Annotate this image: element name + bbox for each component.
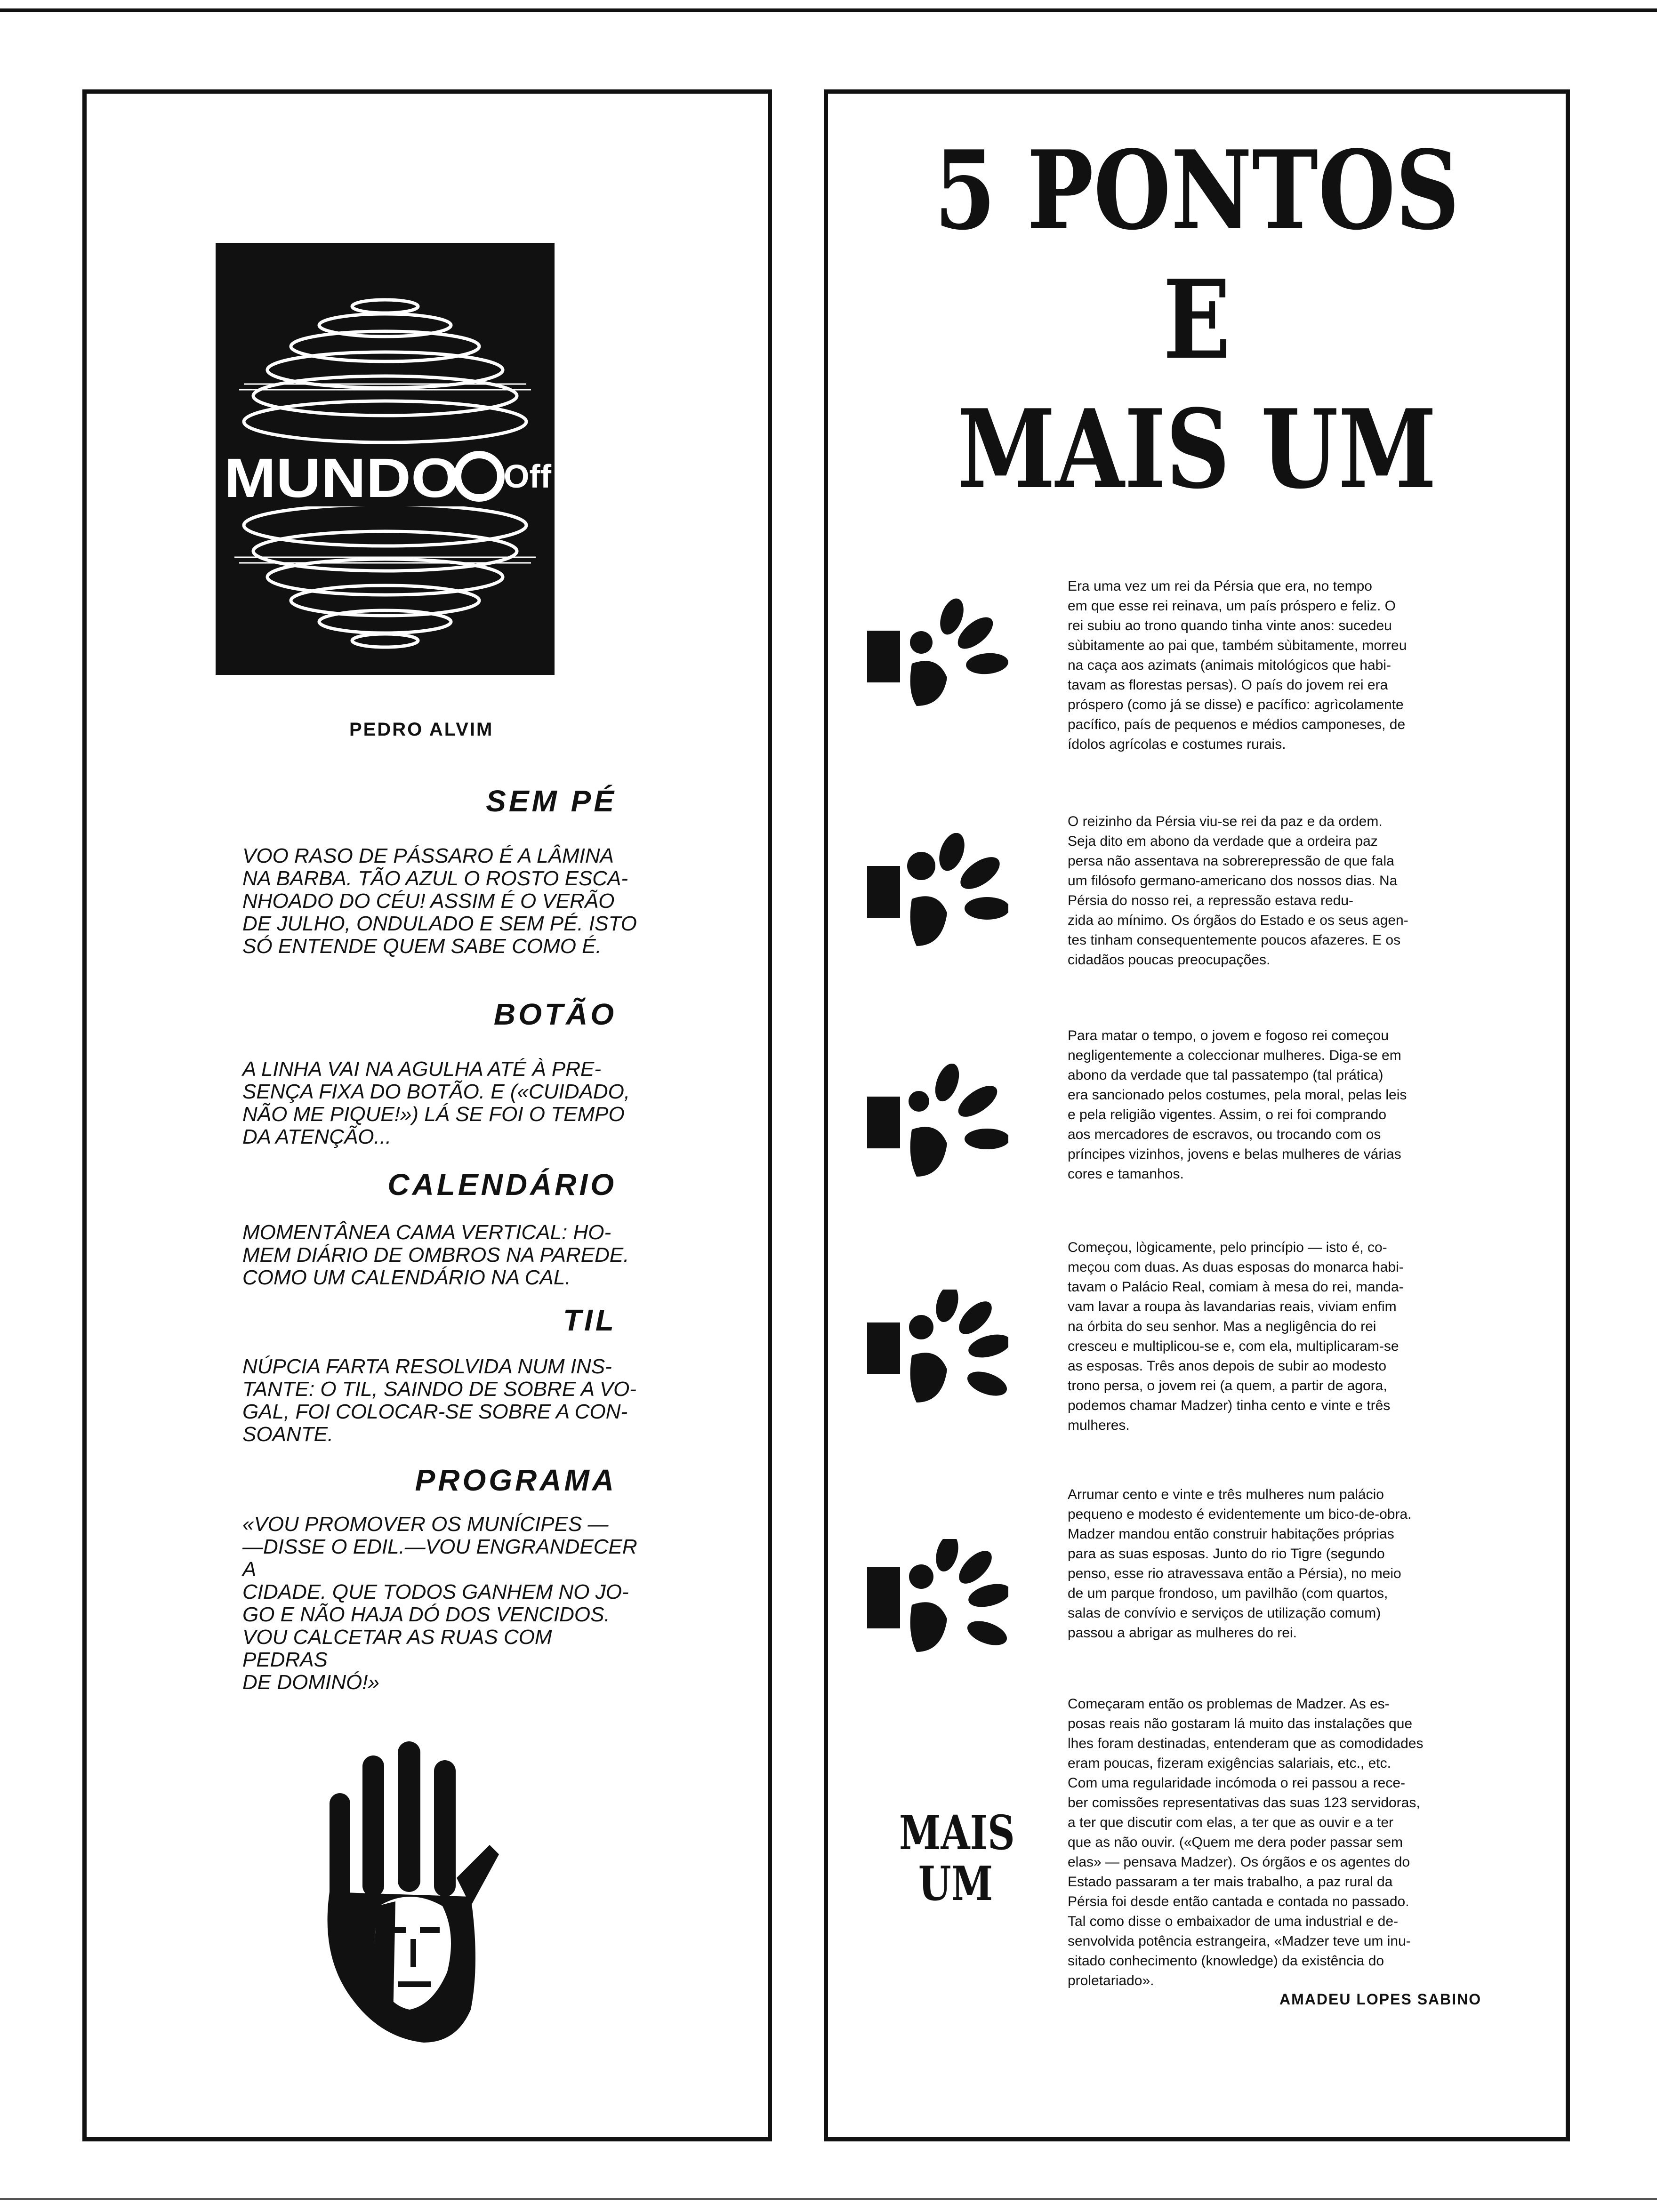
hand-face-illustration [301,1737,499,2047]
pinwheel-icon [867,1064,1008,1191]
bottom-rule [0,2198,1657,2200]
mais-um-label: MAIS UM [899,1805,1015,1911]
pinwheel-icon [867,833,1008,960]
section-heading: PROGRAMA [415,1463,617,1497]
headline-line-2: E [1163,256,1231,384]
article-paragraph-4: Começou, lògicamente, pelo princípio — isto é, co- meçou com duas. As duas esposas do monarca habi- tavam o Palácio Real, comiam à mesa do rei, manda- vam lavar a roupa às lavandarias reais, viviam enfim na órbita do seu senhor. Mas a negligência do rei cresceu e multiplicou-se e, com ela, multiplicaram-se as esposas. Três anos depois de subir ao modesto trono persa, o jovem rei (a quem, a partir de agora, podemos chamar Madzer) tinha cento e vinte e três mulheres. [1068,1240,1404,1433]
section-title-calendario [235,1167,617,1210]
section-title-sem-pe [235,784,617,826]
headline-line-3: MAIS UM [957,386,1437,513]
logo-suffix: Off [504,458,552,495]
pinwheel-icon [867,1539,1008,1666]
section-body-til: NÚPCIA FARTA RESOLVIDA NUM INS- TANTE: O TIL, SAINDO DE SOBRE A VO- GAL, FOI COLOCAR-SE SOBRE A CON- SOANTE. [242,1355,636,1446]
author-byline: AMADEU LOPES SABINO [1279,1991,1482,2008]
section-body-calendario: MOMENTÂNEA CAMA VERTICAL: HO- MEM DIÁRIO DE OMBROS NA PAREDE. COMO UM CALENDÁRIO NA CAL. [242,1221,629,1289]
mundo-off-logo [216,243,555,675]
author-byline: PEDRO ALVIM [349,719,494,740]
logo-wordmark: MUNDO [224,447,459,509]
pinwheel-icon [867,598,1008,725]
section-title-til [235,1303,617,1345]
article-paragraph-3: Para matar o tempo, o jovem e fogoso rei começou negligentemente a coleccionar mulheres. Diga-se em abono da verdade que tal passatempo (tal prática) era sancionado pelos costumes, pela moral, pelas leis e pela religião vigentes. Assim, o rei foi comprando aos mercadores de escravos, ou trocando com os príncipes vizinhos, jovens e belas mulheres de várias cores e tamanhos. [1068,1028,1407,1182]
article-paragraph-1: Era uma vez um rei da Pérsia que era, no tempo em que esse rei reinava, um país próspero e feliz. O rei subiu ao trono quando tinha vinte anos: sucedeu sùbitamente ao pai que, também sùbitamente, morreu na caça aos azimats (animais mitológicos que habi- tavam as florestas persas). O país do jovem rei era próspero (como já se disse) e pacífico: agrìcolamente pacífico, país de pequenos e médios camponeses, de ídolos agrícolas e costumes rurais. [1068,578,1407,752]
pinwheel-icon [867,1290,1008,1417]
section-title-programa [235,1463,617,1505]
section-body-programa: «VOU PROMOVER OS MUNÍCIPES — —DISSE O EDIL.—VOU ENGRANDECER A CIDADE. QUE TODOS GANHEM NO JO- GO E NÃO HAJA DÓ DOS VENCIDOS. VOU CALCETAR AS RUAS COM PEDRAS DE DOMINÓ!» [242,1513,637,1694]
section-body-sem-pe: VOO RASO DE PÁSSARO É A LÂMINA NA BARBA. TÃO AZUL O ROSTO ESCA- NHOADO DO CÉU! ASSIM É O VERÃO DE JULHO, ONDULADO E SEM PÉ. ISTO SÓ ENTENDE QUEM SABE COMO É. [242,844,637,958]
article-paragraph-2: O reizinho da Pérsia viu-se rei da paz e da ordem. Seja dito em abono da verdade que a ordeira paz persa não assentava na sobrerepressão de que fala um filósofo germano-americano dos nossos dias. Na Pérsia do nosso rei, a repressão estava redu- zida ao mínimo. Os órgãos do Estado e os seus agen- tes tinham consequentemente poucos afazeres. E os cidadãos poucas preocupações. [1068,814,1408,968]
section-title-botao [235,997,617,1039]
section-heading: BOTÃO [493,997,617,1031]
section-body-botao: A LINHA VAI NA AGULHA ATÉ À PRE- SENÇA FIXA DO BOTÃO. E («CUIDADO, NÃO ME PIQUE!») LÁ SE FOI O TEMPO DA ATENÇÃO... [242,1058,630,1148]
article-paragraph-5: Arrumar cento e vinte e três mulheres num palácio pequeno e modesto é evidentemente um bico-de-obra. Madzer mandou então construir habitações próprias para as suas esposas. Junto do rio Tigre (segundo penso, esse rio atravessava então a Pérsia), no meio de um parque frondoso, um pavilhão (com quartos, salas de convívio e serviços de utilização comum) passou a abrigar as mulheres do rei. [1068,1487,1412,1641]
headline-line-1: 5 PONTOS [934,127,1460,254]
top-rule [0,8,1657,12]
section-heading: CALENDÁRIO [387,1168,617,1202]
article-paragraph-6: Começaram então os problemas de Madzer. As es- posas reais não gostaram lá muito das instalações que lhes foram destinadas, entenderam que as comodidades eram poucas, fizeram exigências salariais, etc., etc. Com uma regularidade incómoda o rei passou a rece- ber comissões representativas das suas 123 servidoras, a ter que discutir com elas, a ter que as ouvir e a ter que as não ouvir. («Quem me dera poder passar sem elas» — pensava Madzer). Os órgãos e os agentes do Estado passaram a ter mais trabalho, a paz rural da Pérsia foi desde então cantada e contada no passado. Tal como disse o embaixador de uma industrial e de- senvolvida potência estrangeira, «Madzer teve um inu- sitado conhecimento (knowledge) da existência do proletariado». [1068,1696,1424,1988]
section-heading: SEM PÉ [486,784,617,818]
section-heading: TIL [563,1303,617,1337]
